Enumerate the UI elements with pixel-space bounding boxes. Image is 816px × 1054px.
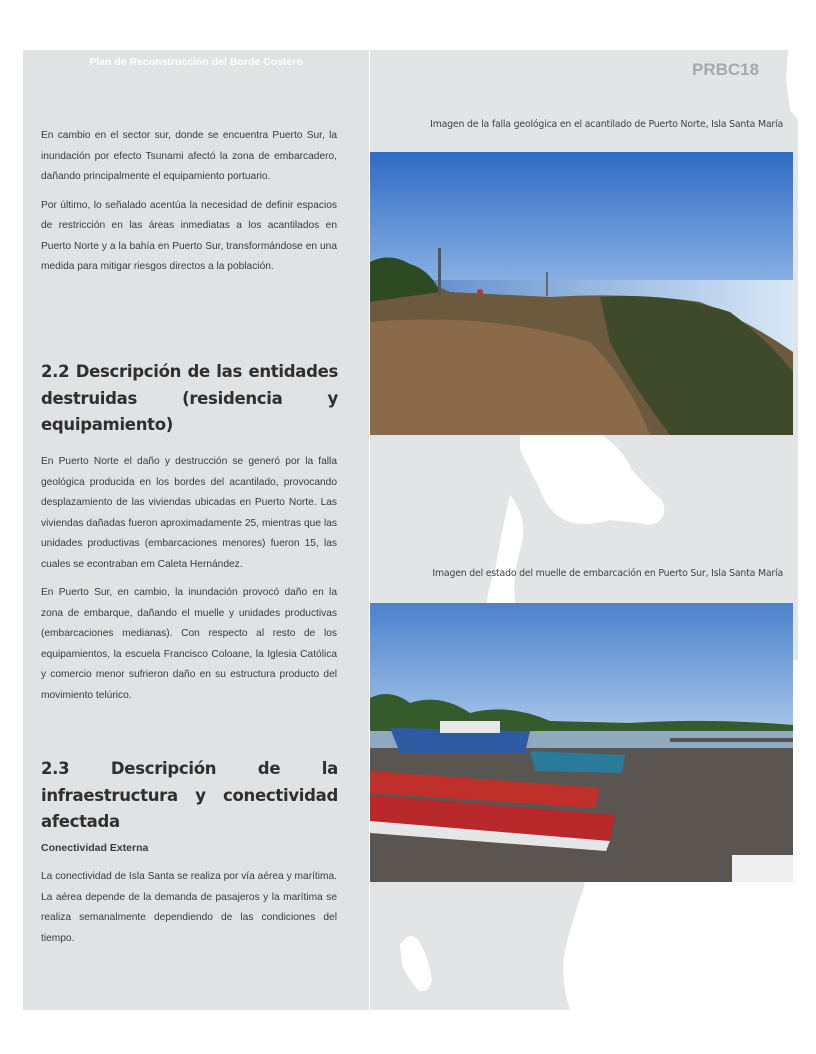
photo-caption-1: Imagen de la falla geológica en el acantilado de Puerto Norte, Isla Santa María — [430, 119, 783, 130]
section-heading-2-2: 2.2 Descripción de las entidades destruidas (residencia y equipamiento) — [41, 362, 338, 434]
subheading-external-connectivity: Conectividad Externa — [41, 842, 149, 854]
section-paragraph: La conectividad de Isla Santa se realiza por vía aérea y marítima. La aérea depende de la demanda de pasajeros y la marítima se realiza semanalmente dependiendo de las condiciones del tiempo. — [41, 871, 337, 944]
document-code: PRBC18 — [692, 60, 760, 79]
page-number: 13 — [724, 952, 787, 1006]
photo-caption-2: Imagen del estado del muelle de embarcación en Puerto Sur, Isla Santa María — [432, 568, 783, 579]
section-paragraph: En Puerto Norte el daño y destrucción se generó por la falla geológica producida en los bordes del acantilado, provocando desplazamiento de las viviendas ubicadas en Puerto Norte. Las viviendas dañadas fueron aproximadamente 25, mientras que las unidades productivas (embarcaciones menores) fueron 15, las cuales se econtraban em Caleta Hernández. — [41, 456, 337, 570]
section-2-2-text — [41, 452, 337, 714]
section-paragraph: En Puerto Sur, en cambio, la inundación provocó daño en la zona de embarque, dañando el muelle y unidades productivas (embarcaciones medianas). Con respecto al resto de los equipamientos, la escuela Francisco Coloane, la Iglesia Católica y comercio menor sufrieron daño en su estructura producto del movimiento telúrico. — [41, 587, 337, 701]
intro-text — [41, 126, 337, 286]
photo-cliff-fault — [370, 152, 793, 435]
section-2-3-text — [41, 867, 337, 957]
photo-pier-boats — [370, 603, 793, 882]
intro-paragraph: En cambio en el sector sur, donde se encuentra Puerto Sur, la inundación por efecto Tsunami afectó la zona de embarcadero, dañando principalmente el equipamiento portuario. — [41, 130, 337, 182]
header-band — [23, 50, 369, 76]
document-title: Plan de Reconstrucción del Borde Costero — [89, 56, 303, 68]
intro-paragraph: Por último, lo señalado acentúa la necesidad de definir espacios de restricción en las áreas inmediatas a los acantilados en Puerto Norte y a la bahía en Puerto Sur, transformándose en una medida para mitigar riesgos directos a la población. — [41, 199, 337, 272]
section-heading-2-3: 2.3 Descripción de la infraestructura y conectividad afectada — [41, 759, 338, 831]
